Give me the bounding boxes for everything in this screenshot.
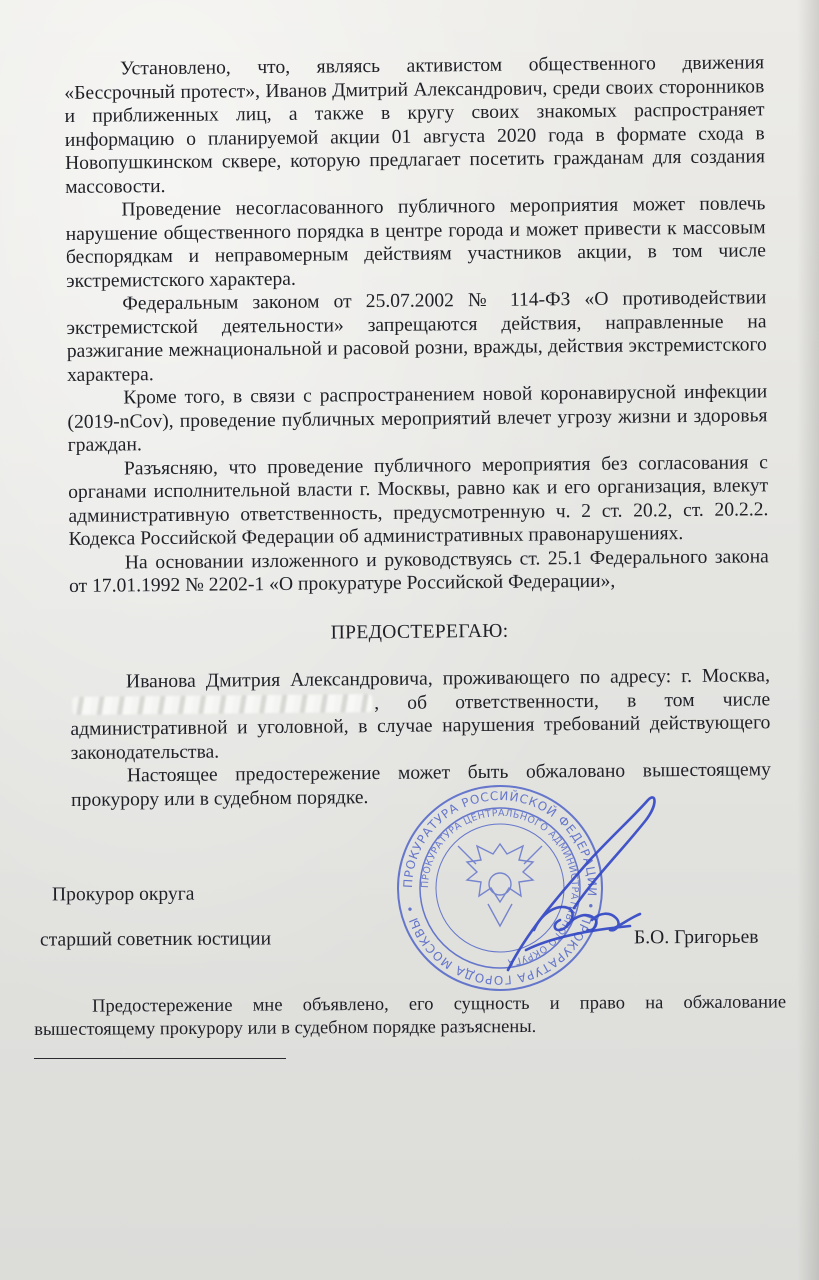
warning-start: Иванова Дмитрия Александровича, проживающего по адресу: г. Москва,: [125, 665, 771, 693]
paragraph-warning: [70, 664, 771, 765]
page-shadow: [797, 0, 819, 1280]
paragraph-liability: Разъясняю, что проведение публичного мероприятия без согласования с органами исполнительной власти г. Москвы, равно как и его организация, влекут административную ответственность, предусмотренную ч. 2 ст. 20.2, ст. 20.2.2. Кодекса Российской Федерации об административных правонарушениях.: [68, 451, 769, 550]
warning-heading: ПРЕДОСТЕРЕГАЮ:: [330, 620, 509, 643]
stamp-inner-text: ПРОКУРАТУРА ЦЕНТРАЛЬНОГО АДМИНИСТРАТИВНОГО ОКРУГА: [419, 807, 581, 968]
paragraph-established: Установлено, что, являясь активистом общественного движения «Бессрочный протест», Иванов Дмитрий Александрович, среди своих сторонников и приближенных лиц, а также в кругу своих знакомых распространяет информацию о планируемой акции 01 августа 2020 года в формате схода в Новопушкинском сквере, которую предлагает посетить гражданам для создания массовости.: [64, 52, 766, 198]
paragraph-legal-basis: На основании изложенного и руководствуясь ст. 25.1 Федерального закона от 17.01.1992 № 2202-1 «О прокуратуре Российской Федерации»,: [68, 545, 769, 597]
acknowledgement-text: Предостережение мне объявлено, его сущность и право на обжалование вышестоящему прокурору или в судебном порядке разъяснены.: [34, 992, 787, 1040]
recipient-signature-line: [34, 1058, 286, 1059]
signatory-rank: старший советник юстиции: [39, 928, 272, 951]
redacted-address: [72, 694, 372, 715]
paragraph-appeal: Настоящее предостережение может быть обжаловано вышестоящему прокурору или в судебном порядке.: [71, 759, 771, 811]
stamp-outer-text: ПРОКУРАТУРА РОССИЙСКОЙ ФЕДЕРАЦИИ • ПРОКУРАТУРА ГОРОДА МОСКВЫ •: [400, 788, 600, 988]
signatory-name: Б.О. Григорьев: [633, 926, 759, 949]
warning-end: , об ответственности, в том числе административной и уголовной, в случае нарушения требований действующего законодательства.: [70, 688, 771, 764]
handwritten-signature: [470, 780, 680, 990]
paragraph-coronavirus: Кроме того, в связи с распространением новой коронавирусной инфекции (2019-nCov), проведение публичных мероприятий влечет угрозу жизни и здоровья граждан.: [67, 381, 768, 456]
signatory-role: Прокурор округа: [51, 883, 195, 906]
paragraph-public-order: Проведение несогласованного публичного мероприятия может повлечь нарушение общественного порядка в центре города и может привести к массовым беспорядкам и неправомерным действиям участников акции, в том числе экстремистского характера.: [65, 193, 766, 292]
paragraph-federal-law: Федеральным законом от 25.07.2002 № 114-ФЗ «О противодействии экстремистской деятельности» запрещаются действия, направленные на разжигание межнациональной и расовой розни, вражды, действия экстремистского характера.: [66, 287, 767, 386]
document-body: [64, 51, 771, 812]
